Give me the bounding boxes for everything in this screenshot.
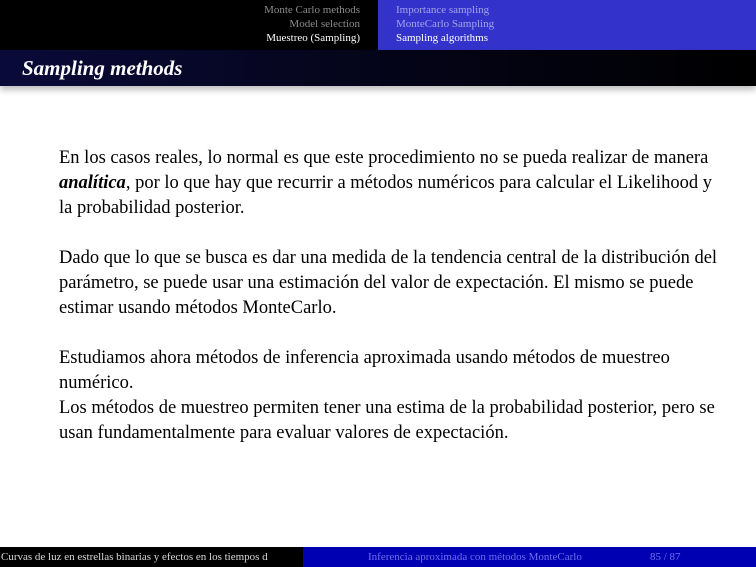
nav-section-monte-carlo[interactable]: Monte Carlo methods bbox=[264, 4, 360, 16]
paragraph-1-emphasis: analítica bbox=[59, 173, 126, 193]
headline-bar bbox=[0, 0, 756, 50]
nav-section-model-selection[interactable]: Model selection bbox=[289, 18, 360, 30]
paragraph-1 bbox=[59, 146, 719, 221]
frame-title: Sampling methods bbox=[22, 56, 183, 80]
nav-subsection-sampling-algorithms[interactable]: Sampling algorithms bbox=[396, 32, 488, 44]
footer-info bbox=[303, 547, 756, 567]
footer-page-number: 85 / 87 bbox=[650, 551, 681, 563]
paragraph-1-text-a: En los casos reales, lo normal es que este procedimiento no se pueda realizar de manera bbox=[59, 148, 709, 168]
paragraph-3: Estudiamos ahora métodos de inferencia aproximada usando métodos de muestreo numérico. bbox=[59, 348, 670, 393]
nav-subsection-montecarlo-sampling[interactable]: MonteCarlo Sampling bbox=[396, 18, 495, 30]
headline-sections bbox=[0, 0, 378, 50]
slide-body bbox=[59, 146, 719, 446]
paragraph-1-text-b: , por lo que hay que recurrir a métodos numéricos para calcular el Likelihood y la probabilidad posterior. bbox=[59, 173, 712, 218]
paragraph-2: Dado que lo que se busca es dar una medida de la tendencia central de la distribución del parámetro, se puede usar una estimación del valor de expectación. El mismo se puede estimar usando métodos MonteCarlo. bbox=[59, 248, 718, 318]
headline-subsections bbox=[378, 0, 756, 50]
frame-title-bar bbox=[0, 50, 756, 86]
footer-author-title[interactable]: Curvas de luz en estrellas binarias y efectos en los tiempos d bbox=[0, 547, 303, 567]
paragraph-4: Los métodos de muestreo permiten tener una estima de la probabilidad posterior, pero se usan fundamentalmente para evaluar valores de expectación. bbox=[59, 398, 715, 443]
footer-bar bbox=[0, 547, 756, 567]
nav-section-muestreo[interactable]: Muestreo (Sampling) bbox=[266, 32, 360, 44]
footer-short-title[interactable]: Inferencia aproximada con métodos MonteCarlo bbox=[368, 551, 582, 563]
nav-subsection-importance-sampling[interactable]: Importance sampling bbox=[396, 4, 490, 16]
